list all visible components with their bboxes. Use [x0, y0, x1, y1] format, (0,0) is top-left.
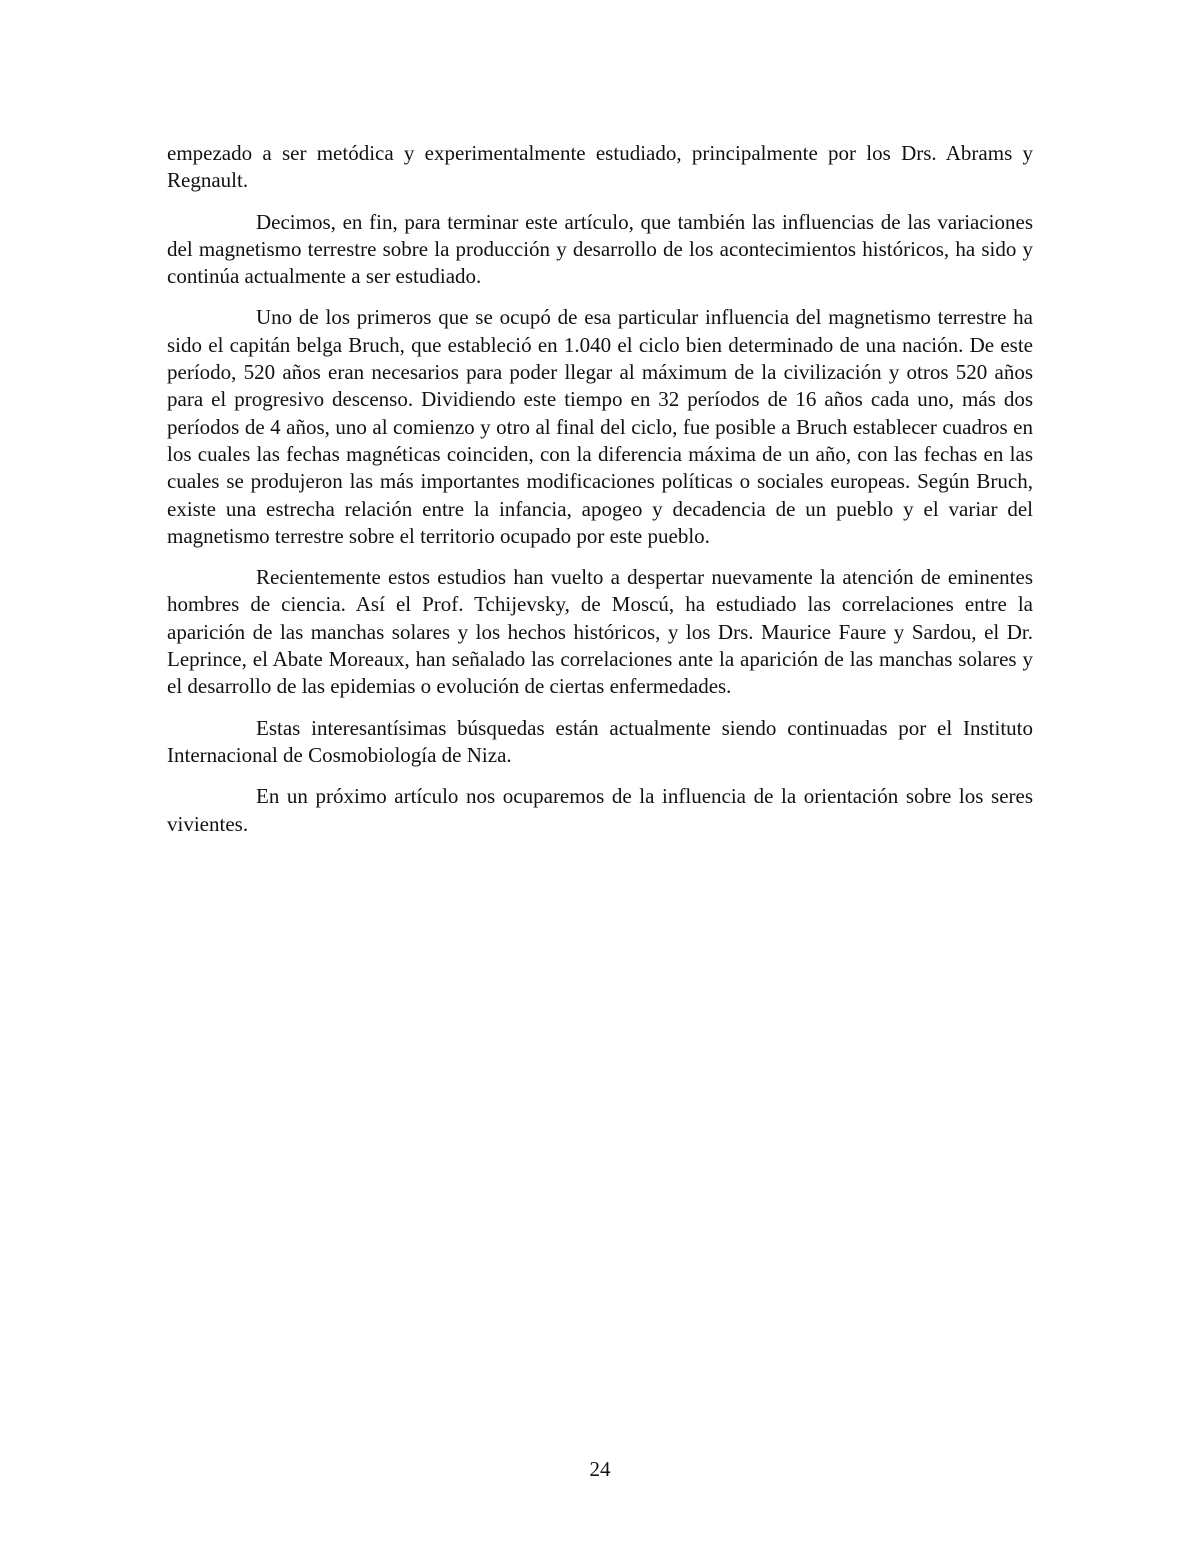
paragraph-4: Recientemente estos estudios han vuelto a despertar nuevamente la atención de eminentes hombres de ciencia. Así el Prof. Tchijevsky, de Moscú, ha estudiado las correlaciones entre la aparición de las manchas solares y los hechos históricos, y los Drs. Maurice Faure y Sardou, el Dr. Leprince, el Abate Moreaux, han señalado las correlaciones ante la aparición de las manchas solares y el desarrollo de las epidemias o evolución de ciertas enfermedades. [167, 565, 1033, 699]
paragraph-3: Uno de los primeros que se ocupó de esa particular influencia del magnetismo terrestre ha sido el capitán belga Bruch, que estableció en 1.040 el ciclo bien determinado de una nación. De este período, 520 años eran necesarios para poder llegar al máximum de la civilización y otros 520 años para el progresivo descenso. Dividiendo este tiempo en 32 períodos de 16 años cada uno, más dos períodos de 4 años, uno al comienzo y otro al final del ciclo, fue posible a Bruch establecer cuadros en los cuales las fechas magnéticas coinciden, con la diferencia máxima de un año, con las fechas en las cuales se produjeron las más importantes modificaciones políticas o sociales europeas. Según Bruch, existe una estrecha relación entre la infancia, apogeo y decadencia de un pueblo y el variar del magnetismo terrestre sobre el territorio ocupado por este pueblo. [167, 305, 1033, 548]
page-number: 24 [589, 1457, 611, 1481]
paragraph-1: empezado a ser metódica y experimentalmente estudiado, principalmente por los Drs. Abrams y Regnault. [167, 141, 1033, 193]
paragraph-6: En un próximo artículo nos ocuparemos de la influencia de la orientación sobre los seres vivientes. [167, 784, 1033, 836]
paragraph-2: Decimos, en fin, para terminar este artículo, que también las influencias de las variaciones del magnetismo terrestre sobre la producción y desarrollo de los acontecimientos históricos, ha sido y continúa actualmente a ser estudiado. [167, 209, 1033, 289]
paragraph-5: Estas interesantísimas búsquedas están actualmente siendo continuadas por el Instituto Internacional de Cosmobiología de Niza. [167, 715, 1033, 767]
page-body [167, 140, 1033, 852]
